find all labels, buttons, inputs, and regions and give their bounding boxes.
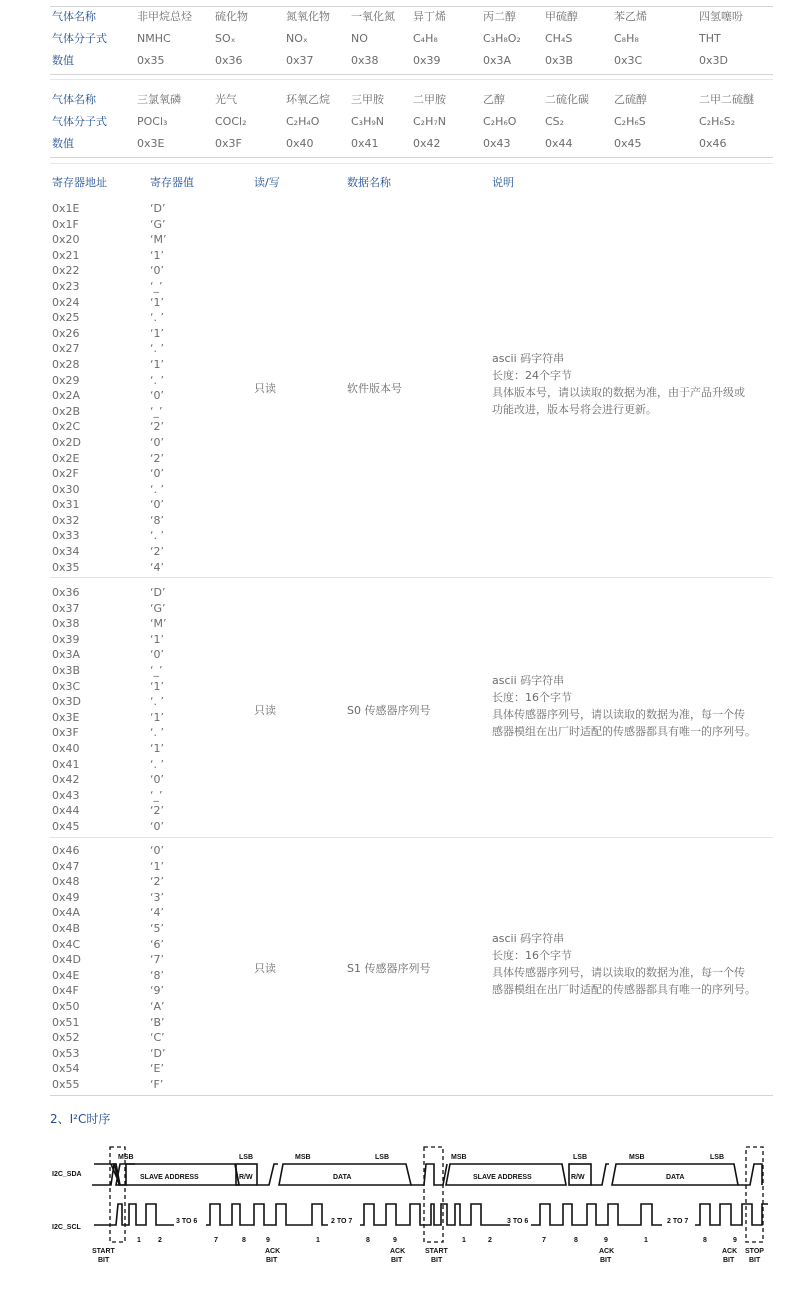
- gas-name: 二甲胺: [413, 93, 446, 106]
- bit-number: 8: [242, 1237, 246, 1244]
- register-value-list: [150, 585, 166, 835]
- register-value: ‘4’: [150, 560, 164, 574]
- table-top-rule: [50, 6, 773, 7]
- register-value: ‘7’: [150, 953, 164, 967]
- register-value: ‘5’: [150, 921, 164, 935]
- gas-row-label: 气体分子式: [52, 115, 107, 128]
- register-value: ‘1’: [150, 741, 164, 755]
- description-line: 具体传感器序列号，请以读取的数据为准，每一个传: [492, 707, 745, 721]
- ack-bit-label: ACK: [265, 1248, 281, 1255]
- bit-number: 1: [462, 1237, 466, 1244]
- register-address: 0x39: [52, 632, 80, 646]
- register-address: 0x27: [52, 342, 80, 356]
- register-address: 0x2A: [52, 389, 81, 403]
- register-address: 0x26: [52, 326, 80, 340]
- register-value: ‘M’: [150, 617, 167, 631]
- gas-name: 光气: [215, 93, 237, 106]
- scl-label: I2C_SCL: [52, 1224, 81, 1231]
- msb-label: MSB: [451, 1154, 467, 1161]
- register-value-list: [150, 843, 165, 1093]
- register-value: ‘1’: [150, 859, 164, 873]
- gas-formula: POCl₃: [137, 115, 168, 128]
- register-address: 0x28: [52, 357, 80, 371]
- gas-name: 乙硫醇: [614, 93, 647, 106]
- gas-value: 0x45: [614, 137, 642, 150]
- gas-name: 异丁烯: [413, 10, 446, 23]
- register-address: 0x3B: [52, 663, 81, 677]
- msb-label: MSB: [295, 1154, 311, 1161]
- register-value: ‘. ’: [150, 726, 164, 740]
- register-address: 0x44: [52, 804, 80, 818]
- register-value: ‘1’: [150, 679, 164, 693]
- register-value: ‘_’: [150, 404, 163, 418]
- ack-bit-label: ACK: [390, 1248, 406, 1255]
- register-address: 0x51: [52, 1015, 80, 1029]
- data-label: DATA: [666, 1174, 685, 1181]
- register-address-list: [52, 201, 81, 575]
- description-line: 感器模组在出厂时适配的传感器都具有唯一的序列号。: [492, 982, 756, 996]
- gas-row-label: 数值: [52, 137, 74, 150]
- gas-formula: THT: [699, 32, 721, 45]
- start-bit-label: START: [92, 1248, 115, 1255]
- register-address: 0x50: [52, 999, 80, 1013]
- register-value: ‘G’: [150, 601, 166, 615]
- register-address: 0x55: [52, 1077, 80, 1091]
- register-address: 0x41: [52, 757, 80, 771]
- gas-value: 0x3E: [137, 137, 165, 150]
- lsb-label: LSB: [375, 1154, 389, 1161]
- description-line: 具体版本号，请以读取的数据为准，由于产品升级或: [492, 386, 745, 400]
- gas-name: 二甲二硫醚: [699, 93, 754, 106]
- description-line: 长度：16个字节: [492, 948, 572, 962]
- gas-value: 0x3C: [614, 54, 643, 67]
- register-address: 0x42: [52, 773, 80, 787]
- gas-name: 环氧乙烷: [286, 93, 330, 106]
- gas-formula: C₃H₉N: [351, 115, 384, 128]
- register-value: ‘0’: [150, 844, 164, 857]
- register-value: ‘2’: [150, 875, 164, 889]
- stop-bit-label: BIT: [749, 1257, 761, 1264]
- lsb-label: LSB: [710, 1154, 724, 1161]
- bit-number: 1: [644, 1237, 648, 1244]
- register-value: ‘1’: [150, 632, 164, 646]
- gas-value: 0x43: [483, 137, 511, 150]
- register-value: ‘. ’: [150, 373, 164, 387]
- lsb-label: LSB: [239, 1154, 253, 1161]
- register-address: 0x3D: [52, 695, 81, 709]
- register-address: 0x2C: [52, 420, 81, 434]
- stop-bit-label: STOP: [745, 1248, 764, 1255]
- msb-label: MSB: [629, 1154, 645, 1161]
- gas-formula: C₂H₆S: [614, 115, 646, 128]
- gas-name: 二硫化碳: [545, 93, 589, 106]
- ack-bit-label: BIT: [391, 1257, 403, 1264]
- register-value: ‘6’: [150, 937, 164, 951]
- register-data-name: 软件版本号: [347, 382, 402, 396]
- gas-row-label: 气体名称: [52, 93, 96, 106]
- bit-number: 9: [266, 1237, 270, 1244]
- slave-address-label: SLAVE ADDRESS: [140, 1174, 199, 1181]
- gas-value: 0x36: [215, 54, 243, 67]
- gas-value: 0x41: [351, 137, 379, 150]
- gas-name: 三氯氧磷: [137, 93, 181, 106]
- register-address: 0x35: [52, 560, 80, 574]
- register-value: ‘E’: [150, 1062, 164, 1076]
- bit-number: 7: [214, 1237, 218, 1244]
- register-address: 0x23: [52, 279, 80, 293]
- ack-bit-label: BIT: [600, 1257, 612, 1264]
- gas-value: 0x3B: [545, 54, 574, 67]
- rw-label: R/W: [571, 1174, 585, 1181]
- bit-number: 8: [703, 1237, 707, 1244]
- register-address: 0x1F: [52, 217, 79, 231]
- sda-label: I2C_SDA: [52, 1171, 82, 1178]
- bit-range: 2 TO 7: [667, 1218, 689, 1225]
- description-line: 长度：24个字节: [492, 369, 572, 383]
- start-bit-box: [424, 1147, 443, 1242]
- register-address: 0x49: [52, 890, 80, 904]
- register-address: 0x4F: [52, 984, 79, 998]
- gas-name: 硫化物: [215, 10, 248, 23]
- register-address: 0x3A: [52, 648, 81, 662]
- table-rule: [50, 163, 773, 164]
- register-value: ‘0’: [150, 773, 164, 787]
- register-value: ‘2’: [150, 420, 164, 434]
- group-separator: [50, 577, 773, 578]
- register-address: 0x30: [52, 482, 80, 496]
- register-address: 0x33: [52, 529, 80, 543]
- col-header-desc: 说明: [492, 176, 514, 189]
- ack-bit-label: BIT: [266, 1257, 278, 1264]
- register-value: ‘B’: [150, 1015, 165, 1029]
- register-address: 0x32: [52, 513, 80, 527]
- gas-name: 一氧化氮: [351, 10, 395, 23]
- register-value: ‘1’: [150, 326, 164, 340]
- register-address: 0x4C: [52, 937, 81, 951]
- gas-value: 0x39: [413, 54, 441, 67]
- gas-name: 氮氧化物: [286, 10, 330, 23]
- register-data-name: S0 传感器序列号: [347, 703, 431, 717]
- register-address-list: [52, 585, 81, 835]
- register-address: 0x2F: [52, 467, 79, 481]
- register-address: 0x54: [52, 1062, 80, 1076]
- register-value: ‘9’: [150, 984, 164, 998]
- gas-value: 0x3F: [215, 137, 242, 150]
- register-value: ‘1’: [150, 357, 164, 371]
- description-line: ascii 码字符串: [492, 673, 565, 687]
- register-value: ‘. ’: [150, 482, 164, 496]
- register-value: ‘3’: [150, 890, 164, 904]
- ack-bit-label: ACK: [599, 1248, 615, 1255]
- register-value: ‘. ’: [150, 695, 164, 709]
- bit-number: 8: [574, 1237, 578, 1244]
- gas-formula: NMHC: [137, 32, 171, 45]
- description-line: 长度：16个字节: [492, 690, 572, 704]
- register-value: ‘. ’: [150, 529, 164, 543]
- gas-name: 甲硫醇: [545, 10, 578, 23]
- gas-formula: NO: [351, 32, 368, 45]
- register-description: [492, 350, 782, 418]
- register-value: ‘0’: [150, 819, 164, 833]
- gas-row-label: 数值: [52, 54, 74, 67]
- sda-waveform: [92, 1164, 114, 1185]
- gas-formula: CS₂: [545, 115, 565, 128]
- register-address: 0x22: [52, 264, 80, 278]
- bit-number: 2: [488, 1237, 492, 1244]
- gas-formula: CH₄S: [545, 32, 573, 45]
- gas-value: 0x40: [286, 137, 314, 150]
- bit-number: 1: [316, 1237, 320, 1244]
- register-value: ‘F’: [150, 1077, 164, 1091]
- table-rule: [50, 79, 773, 80]
- start-bit-label: BIT: [98, 1257, 110, 1264]
- i2c-timing-diagram: [50, 1138, 780, 1276]
- bit-number: 2: [158, 1237, 162, 1244]
- description-line: ascii 码字符串: [492, 931, 565, 945]
- gas-value: 0x3D: [699, 54, 728, 67]
- register-address: 0x20: [52, 233, 80, 247]
- register-value: ‘. ’: [150, 311, 164, 325]
- register-address: 0x45: [52, 819, 80, 833]
- register-value: ‘. ’: [150, 342, 164, 356]
- register-value: ‘2’: [150, 545, 164, 559]
- bit-number: 8: [366, 1237, 370, 1244]
- bit-number: 9: [604, 1237, 608, 1244]
- register-value: ‘0’: [150, 389, 164, 403]
- col-header-address: 寄存器地址: [52, 176, 107, 189]
- register-address: 0x3E: [52, 710, 80, 724]
- col-header-rw: 读/写: [254, 176, 280, 189]
- register-address: 0x4B: [52, 921, 81, 935]
- register-value: ‘D’: [150, 586, 166, 599]
- gas-name: 三甲胺: [351, 93, 384, 106]
- register-address: 0x2E: [52, 451, 80, 465]
- description-line: ascii 码字符串: [492, 352, 565, 366]
- register-value: ‘0’: [150, 498, 164, 512]
- register-value: ‘D’: [150, 202, 166, 215]
- register-address: 0x4D: [52, 953, 81, 967]
- register-value: ‘2’: [150, 451, 164, 465]
- register-value: ‘G’: [150, 217, 166, 231]
- register-address: 0x4E: [52, 968, 80, 982]
- bit-range: 3 TO 6: [507, 1218, 529, 1225]
- register-value: ‘M’: [150, 233, 167, 247]
- group-separator: [50, 1095, 773, 1096]
- register-address: 0x2B: [52, 404, 81, 418]
- gas-value: 0x42: [413, 137, 441, 150]
- bit-number: 7: [542, 1237, 546, 1244]
- register-address: 0x47: [52, 859, 80, 873]
- register-address: 0x52: [52, 1031, 80, 1045]
- ack-bit-label: ACK: [722, 1248, 738, 1255]
- start-bit-box: [110, 1147, 125, 1242]
- register-value: ‘D’: [150, 1046, 166, 1060]
- gas-formula: C₂H₆O: [483, 115, 517, 128]
- register-description: [492, 930, 782, 998]
- gas-formula: C₄H₈: [413, 32, 438, 45]
- register-address: 0x43: [52, 788, 80, 802]
- gas-formula: SOₓ: [215, 32, 236, 45]
- register-value: ‘2’: [150, 804, 164, 818]
- register-address: 0x34: [52, 545, 80, 559]
- register-address: 0x38: [52, 617, 80, 631]
- register-value: ‘. ’: [150, 757, 164, 771]
- register-address: 0x29: [52, 373, 80, 387]
- gas-value: 0x37: [286, 54, 314, 67]
- col-header-value: 寄存器值: [150, 176, 194, 189]
- register-value: ‘8’: [150, 513, 164, 527]
- register-value: ‘0’: [150, 264, 164, 278]
- register-address: 0x3C: [52, 679, 81, 693]
- gas-name: 乙醇: [483, 93, 505, 106]
- gas-row-label: 气体分子式: [52, 32, 107, 45]
- description-line: 具体传感器序列号，请以读取的数据为准，每一个传: [492, 965, 745, 979]
- register-address: 0x36: [52, 586, 80, 599]
- register-address: 0x40: [52, 741, 80, 755]
- description-line: 感器模组在出厂时适配的传感器都具有唯一的序列号。: [492, 724, 756, 738]
- register-address: 0x4A: [52, 906, 81, 920]
- gas-formula: NOₓ: [286, 32, 308, 45]
- register-rw: 只读: [254, 961, 276, 975]
- register-value: ‘8’: [150, 968, 164, 982]
- gas-value: 0x3A: [483, 54, 512, 67]
- col-header-name: 数据名称: [347, 176, 391, 189]
- gas-name: 四氢噻吩: [699, 10, 743, 23]
- register-address-list: [52, 843, 81, 1093]
- register-address: 0x46: [52, 844, 80, 857]
- gas-formula: C₈H₈: [614, 32, 639, 45]
- register-value: ‘0’: [150, 467, 164, 481]
- table-rule: [50, 157, 773, 158]
- stop-bit-box: [746, 1147, 763, 1242]
- gas-formula: COCl₂: [215, 115, 247, 128]
- gas-value: 0x46: [699, 137, 727, 150]
- bit-range: 3 TO 6: [176, 1218, 198, 1225]
- register-rw: 只读: [254, 382, 276, 396]
- section-title-i2c: 2、I²C时序: [50, 1112, 111, 1126]
- table-rule: [50, 74, 773, 75]
- register-value: ‘C’: [150, 1031, 165, 1045]
- group-separator: [50, 837, 773, 838]
- register-value: ‘1’: [150, 295, 164, 309]
- gas-formula: C₃H₈O₂: [483, 32, 521, 45]
- bit-number: 9: [393, 1237, 397, 1244]
- register-value: ‘0’: [150, 435, 164, 449]
- gas-name: 苯乙烯: [614, 10, 647, 23]
- register-description: [492, 672, 782, 740]
- register-address: 0x25: [52, 311, 80, 325]
- register-address: 0x2D: [52, 435, 81, 449]
- register-data-name: S1 传感器序列号: [347, 961, 431, 975]
- register-value: ‘A’: [150, 999, 165, 1013]
- register-value: ‘_’: [150, 279, 163, 293]
- gas-name: 非甲烷总烃: [137, 10, 192, 23]
- start-bit-label: START: [425, 1248, 448, 1255]
- bit-number: 9: [733, 1237, 737, 1244]
- register-address: 0x3F: [52, 726, 79, 740]
- register-value: ‘1’: [150, 248, 164, 262]
- register-value: ‘_’: [150, 788, 163, 802]
- bit-range: 2 TO 7: [331, 1218, 353, 1225]
- gas-value: 0x35: [137, 54, 165, 67]
- gas-value: 0x38: [351, 54, 379, 67]
- rw-label: R/W: [239, 1174, 253, 1181]
- register-address: 0x48: [52, 875, 80, 889]
- register-address: 0x37: [52, 601, 80, 615]
- register-value: ‘4’: [150, 906, 164, 920]
- slave-address-label: SLAVE ADDRESS: [473, 1174, 532, 1181]
- register-address: 0x53: [52, 1046, 80, 1060]
- register-address: 0x1E: [52, 202, 80, 215]
- data-label: DATA: [333, 1174, 352, 1181]
- register-address: 0x21: [52, 248, 80, 262]
- gas-formula: C₂H₄O: [286, 115, 320, 128]
- gas-formula: C₂H₆S₂: [699, 115, 736, 128]
- gas-value: 0x44: [545, 137, 573, 150]
- lsb-label: LSB: [573, 1154, 587, 1161]
- register-value-list: [150, 201, 166, 575]
- msb-label: MSB: [118, 1154, 134, 1161]
- ack-bit-label: BIT: [723, 1257, 735, 1264]
- register-rw: 只读: [254, 703, 276, 717]
- register-value: ‘1’: [150, 710, 164, 724]
- bit-number: 1: [137, 1237, 141, 1244]
- description-line: 功能改进，版本号将会进行更新。: [492, 403, 657, 417]
- gas-row-label: 气体名称: [52, 10, 96, 23]
- gas-formula: C₂H₇N: [413, 115, 446, 128]
- register-address: 0x24: [52, 295, 80, 309]
- register-address: 0x31: [52, 498, 80, 512]
- register-value: ‘_’: [150, 663, 163, 677]
- gas-name: 丙二醇: [483, 10, 516, 23]
- scl-waveform: [94, 1204, 174, 1225]
- start-bit-label: BIT: [431, 1257, 443, 1264]
- register-value: ‘0’: [150, 648, 164, 662]
